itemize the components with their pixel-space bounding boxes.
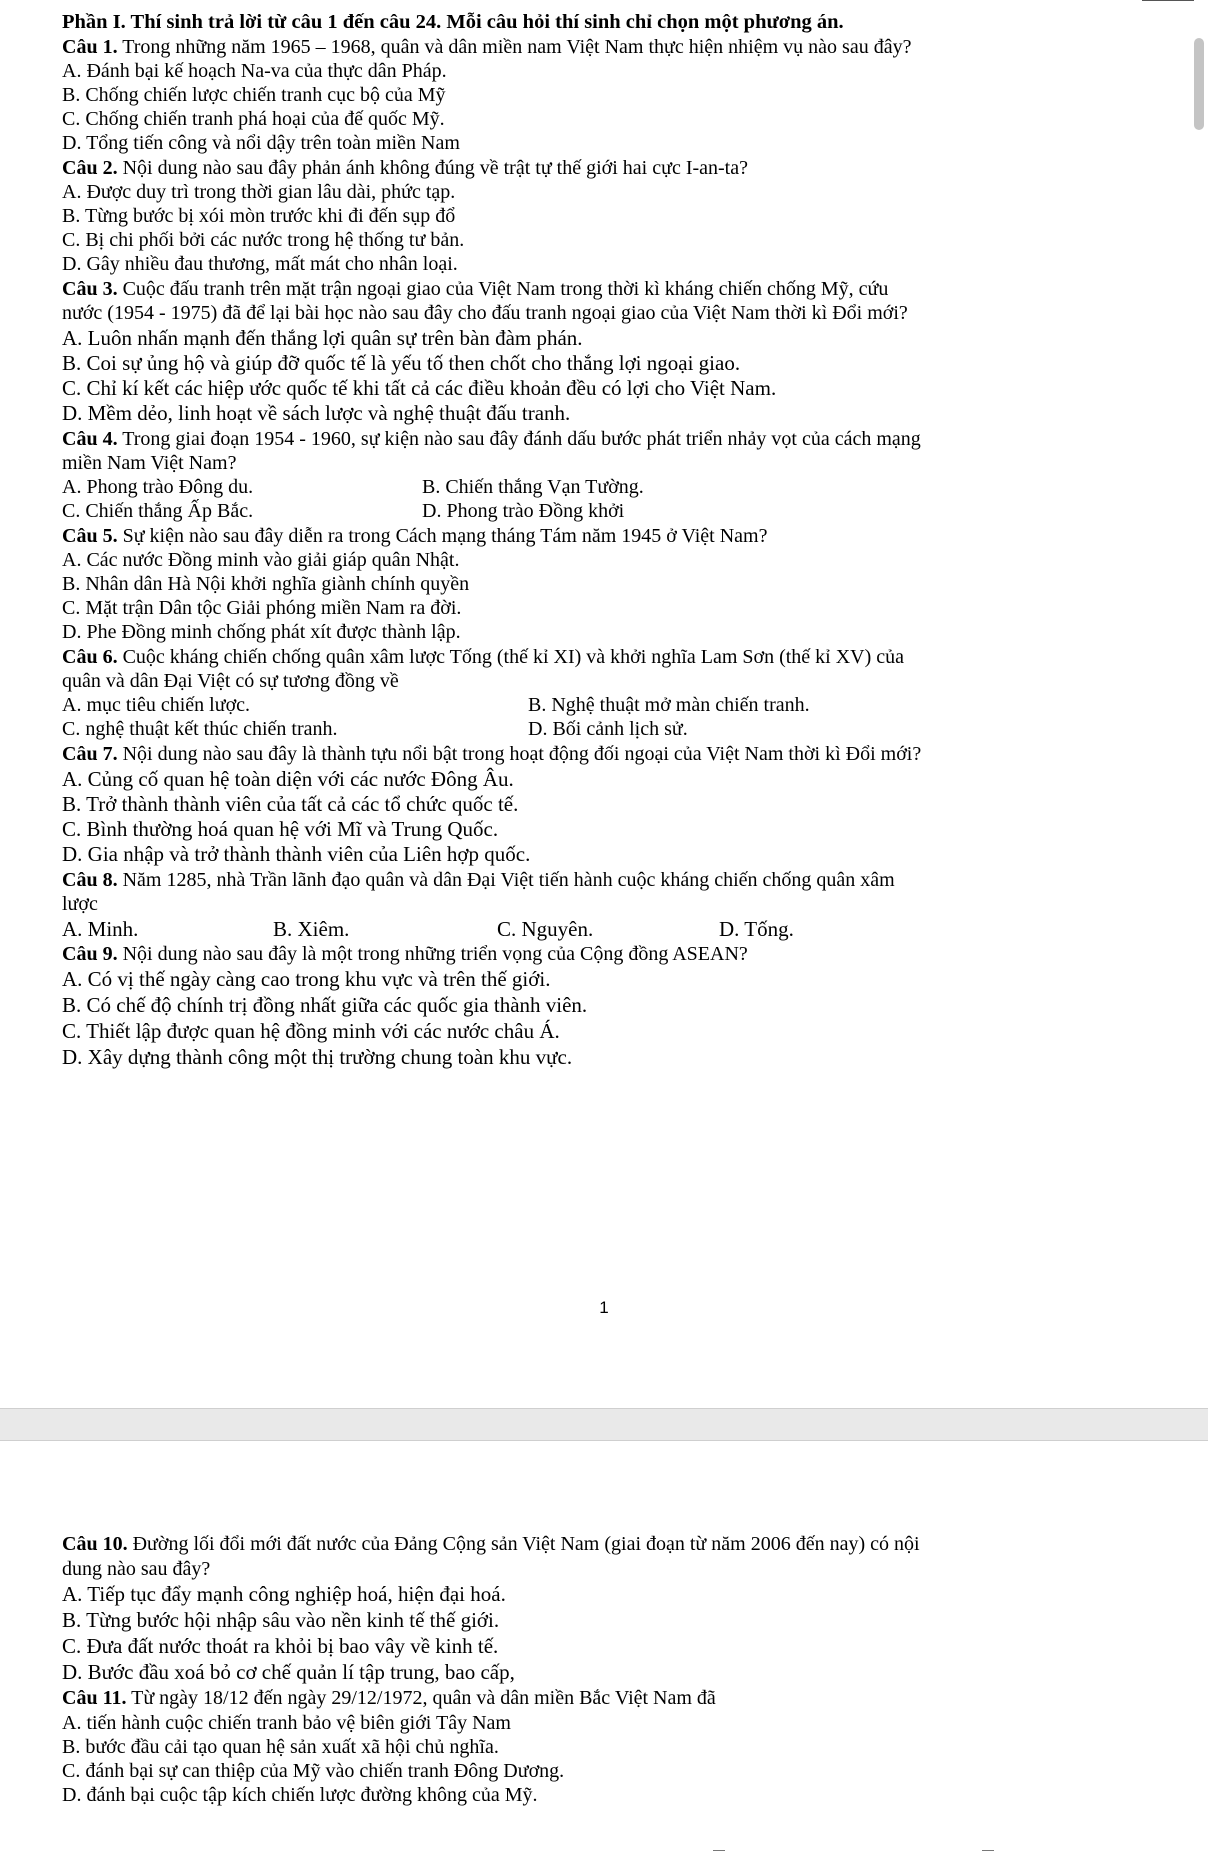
q4-option-c: C. Chiến thắng Ấp Bắc. bbox=[62, 500, 254, 522]
question-6-cont: quân và dân Đại Việt có sự tương đồng về bbox=[62, 670, 399, 692]
q9-option-c: C. Thiết lập được quan hệ đồng minh với các nước châu Á. bbox=[62, 1019, 560, 1043]
q7-option-c: C. Bình thường hoá quan hệ với Mĩ và Trung Quốc. bbox=[62, 817, 499, 841]
q6-option-b: B. Nghệ thuật mở màn chiến tranh. bbox=[528, 694, 810, 716]
q9-option-b: B. Có chế độ chính trị đồng nhất giữa các quốc gia thành viên. bbox=[62, 993, 588, 1017]
q8-option-d: D. Tống. bbox=[719, 917, 794, 941]
page-gap bbox=[0, 1408, 1208, 1441]
q11-option-a: A. tiến hành cuộc chiến tranh bảo vệ biên giới Tây Nam bbox=[62, 1712, 511, 1734]
q1-option-a: A. Đánh bại kế hoạch Na-va của thực dân Pháp. bbox=[62, 60, 447, 82]
q10-option-a: A. Tiếp tục đẩy mạnh công nghiệp hoá, hiện đại hoá. bbox=[62, 1582, 506, 1606]
q4-option-b: B. Chiến thắng Vạn Tường. bbox=[422, 476, 644, 498]
q1-option-c: C. Chống chiến tranh phá hoại của đế quốc Mỹ. bbox=[62, 108, 445, 130]
question-7: Câu 7. Nội dung nào sau đây là thành tựu nổi bật trong hoạt động đối ngoại của Việt Nam thời kì Đổi mới? bbox=[62, 743, 922, 765]
scrollbar-thumb[interactable] bbox=[1194, 38, 1204, 130]
q7-option-b: B. Trở thành thành viên của tất cả các tổ chức quốc tế. bbox=[62, 792, 519, 816]
q11-option-c: C. đánh bại sự can thiệp của Mỹ vào chiến tranh Đông Dương. bbox=[62, 1760, 565, 1782]
q3-option-b: B. Coi sự ủng hộ và giúp đỡ quốc tế là yếu tố then chốt cho thắng lợi ngoại giao. bbox=[62, 351, 741, 375]
question-8: Câu 8. Năm 1285, nhà Trần lãnh đạo quân và dân Đại Việt tiến hành cuộc kháng chiến chống quân xâm bbox=[62, 869, 895, 891]
page-number: 1 bbox=[599, 1298, 609, 1317]
question-9: Câu 9. Nội dung nào sau đây là một trong những triển vọng của Cộng đồng ASEAN? bbox=[62, 943, 748, 965]
q10-option-c: C. Đưa đất nước thoát ra khỏi bị bao vây về kinh tế. bbox=[62, 1634, 499, 1658]
q3-option-a: A. Luôn nhấn mạnh đến thắng lợi quân sự trên bàn đàm phán. bbox=[62, 326, 583, 350]
q4-option-d: D. Phong trào Đồng khởi bbox=[422, 500, 625, 522]
question-1: Câu 1. Trong những năm 1965 – 1968, quân và dân miền nam Việt Nam thực hiện nhiệm vụ nào sau đây? bbox=[62, 36, 912, 58]
cut-mark-2 bbox=[982, 1850, 994, 1851]
q8-option-c: C. Nguyên. bbox=[497, 917, 594, 941]
section-header: Phần I. Thí sinh trả lời từ câu 1 đến câu 24. Mỗi câu hỏi thí sinh chỉ chọn một phương án. bbox=[62, 11, 844, 33]
question-11: Câu 11. Từ ngày 18/12 đến ngày 29/12/1972, quân và dân miền Bắc Việt Nam đã bbox=[62, 1687, 716, 1709]
question-2: Câu 2. Nội dung nào sau đây phản ánh không đúng về trật tự thế giới hai cực I-an-ta? bbox=[62, 157, 748, 179]
question-10-cont: dung nào sau đây? bbox=[62, 1558, 211, 1580]
q10-option-d: D. Bước đầu xoá bỏ cơ chế quản lí tập trung, bao cấp, bbox=[62, 1660, 515, 1684]
q3-option-d: D. Mềm dẻo, linh hoạt về sách lược và nghệ thuật đấu tranh. bbox=[62, 401, 571, 425]
q2-option-c: C. Bị chi phối bởi các nước trong hệ thống tư bản. bbox=[62, 229, 465, 251]
question-3-cont: nước (1954 - 1975) đã để lại bài học nào sau đây cho đấu tranh ngoại giao của Việt Nam thời kì Đổi mới? bbox=[62, 302, 908, 324]
question-5: Câu 5. Sự kiện nào sau đây diễn ra trong Cách mạng tháng Tám năm 1945 ở Việt Nam? bbox=[62, 525, 768, 547]
q8-option-b: B. Xiêm. bbox=[273, 917, 350, 941]
q5-option-a: A. Các nước Đồng minh vào giải giáp quân Nhật. bbox=[62, 549, 460, 571]
question-10: Câu 10. Đường lối đổi mới đất nước của Đảng Cộng sản Việt Nam (giai đoạn từ năm 2006 đến nay) có nội bbox=[62, 1533, 920, 1555]
q9-option-d: D. Xây dựng thành công một thị trường chung toàn khu vực. bbox=[62, 1045, 573, 1069]
question-8-cont: lược bbox=[62, 893, 98, 915]
question-6: Câu 6. Cuộc kháng chiến chống quân xâm lược Tống (thế kỉ XI) và khởi nghĩa Lam Sơn (thế kỉ XV) của bbox=[62, 646, 905, 668]
cut-mark-1 bbox=[713, 1850, 725, 1851]
q6-option-a: A. mục tiêu chiến lược. bbox=[62, 694, 251, 716]
q2-option-d: D. Gây nhiều đau thương, mất mát cho nhân loại. bbox=[62, 253, 458, 275]
question-3: Câu 3. Cuộc đấu tranh trên mặt trận ngoại giao của Việt Nam trong thời kì kháng chiến chống Mỹ, cứu bbox=[62, 278, 889, 300]
header-rule bbox=[1142, 0, 1194, 1]
question-4: Câu 4. Trong giai đoạn 1954 - 1960, sự kiện nào sau đây đánh dấu bước phát triển nhảy vọt của cách mạng bbox=[62, 428, 921, 450]
q2-option-a: A. Được duy trì trong thời gian lâu dài, phức tạp. bbox=[62, 181, 456, 203]
q10-option-b: B. Từng bước hội nhập sâu vào nền kinh tế thế giới. bbox=[62, 1608, 500, 1632]
q11-option-b: B. bước đầu cải tạo quan hệ sản xuất xã hội chủ nghĩa. bbox=[62, 1736, 499, 1758]
q6-option-c: C. nghệ thuật kết thúc chiến tranh. bbox=[62, 718, 338, 740]
q5-option-b: B. Nhân dân Hà Nội khởi nghĩa giành chính quyền bbox=[62, 573, 470, 595]
q7-option-d: D. Gia nhập và trở thành thành viên của Liên hợp quốc. bbox=[62, 842, 531, 866]
q3-option-c: C. Chỉ kí kết các hiệp ước quốc tế khi tất cả các điều khoản đều có lợi cho Việt Nam. bbox=[62, 376, 777, 400]
q5-option-d: D. Phe Đồng minh chống phát xít được thành lập. bbox=[62, 621, 461, 643]
question-4-cont: miền Nam Việt Nam? bbox=[62, 452, 237, 474]
q9-option-a: A. Có vị thế ngày càng cao trong khu vực và trên thế giới. bbox=[62, 967, 551, 991]
q1-option-b: B. Chống chiến lược chiến tranh cục bộ của Mỹ bbox=[62, 84, 446, 106]
q4-option-a: A. Phong trào Đông du. bbox=[62, 476, 254, 498]
q1-option-d: D. Tổng tiến công và nổi dậy trên toàn miền Nam bbox=[62, 132, 460, 154]
q6-option-d: D. Bối cảnh lịch sử. bbox=[528, 718, 688, 740]
q7-option-a: A. Củng cố quan hệ toàn diện với các nước Đông Âu. bbox=[62, 767, 514, 791]
q8-option-a: A. Minh. bbox=[62, 917, 139, 941]
q11-option-d: D. đánh bại cuộc tập kích chiến lược đường không của Mỹ. bbox=[62, 1784, 538, 1806]
q5-option-c: C. Mặt trận Dân tộc Giải phóng miền Nam ra đời. bbox=[62, 597, 462, 619]
q2-option-b: B. Từng bước bị xói mòn trước khi đi đến sụp đổ bbox=[62, 205, 456, 227]
